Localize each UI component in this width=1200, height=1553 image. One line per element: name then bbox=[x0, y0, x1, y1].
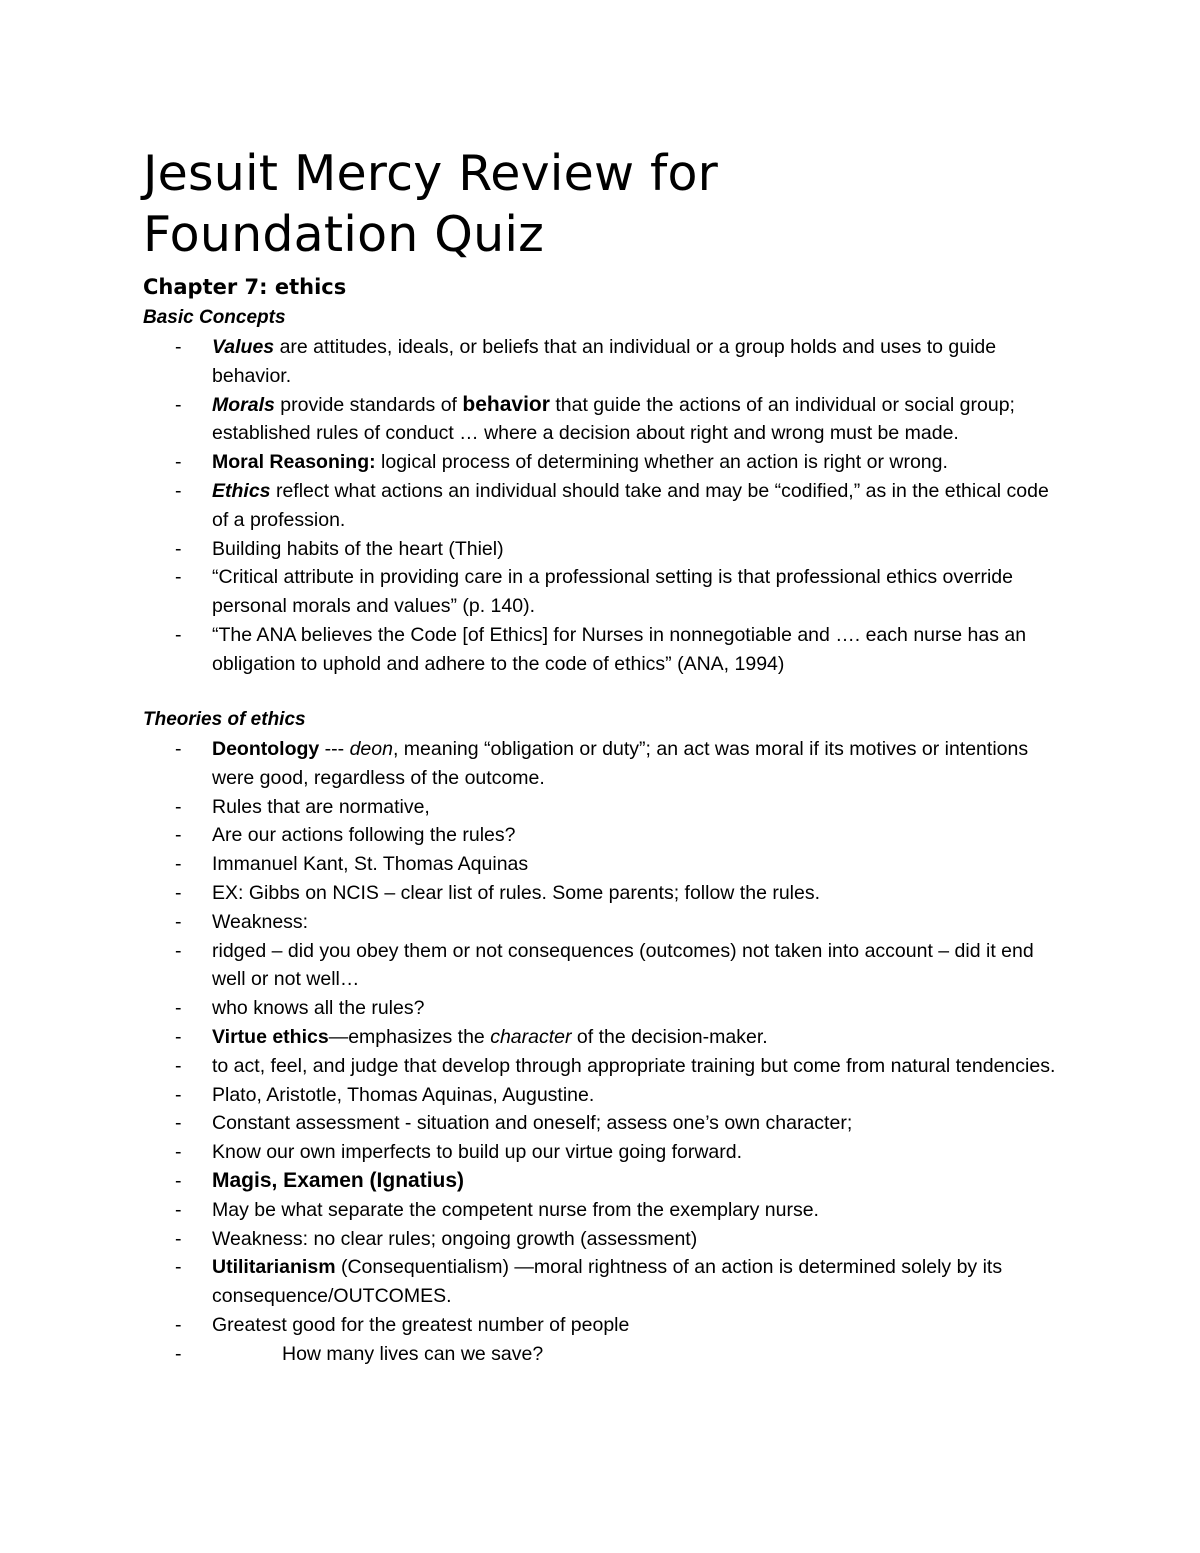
list-item: - Know our own imperfects to build up our virtue going forward. bbox=[143, 1138, 1063, 1167]
title-line-2: Foundation Quiz bbox=[143, 206, 545, 263]
list-item: - Weakness: no clear rules; ongoing growth (assessment) bbox=[143, 1225, 1063, 1254]
list-item: - Deontology --- deon, meaning “obligation or duty”; an act was moral if its motives or intentions were good, regardless of the outcome. bbox=[143, 735, 1063, 793]
list-item: - Greatest good for the greatest number of people bbox=[143, 1311, 1063, 1340]
list-item: - Constant assessment - situation and oneself; assess one’s own character; bbox=[143, 1109, 1063, 1138]
list-item: - who knows all the rules? bbox=[143, 994, 1063, 1023]
list-item: - ridged – did you obey them or not consequences (outcomes) not taken into account – did it end well or not well… bbox=[143, 937, 1063, 995]
theories-list bbox=[143, 735, 1063, 1369]
list-item-indented: - How many lives can we save? bbox=[143, 1340, 1063, 1369]
list-item: - “Critical attribute in providing care in a professional setting is that professional ethics override personal morals and values” (p. 140). bbox=[143, 563, 1063, 621]
list-item bbox=[143, 1167, 1063, 1196]
chapter-heading: Chapter 7: ethics bbox=[143, 275, 347, 299]
title-line-1: Jesuit Mercy Review for bbox=[143, 145, 718, 202]
section-heading-basic-concepts: Basic Concepts bbox=[143, 307, 286, 328]
list-item: - Are our actions following the rules? bbox=[143, 821, 1063, 850]
list-item: - Virtue ethics—emphasizes the character of the decision-maker. bbox=[143, 1023, 1063, 1052]
list-item: - Building habits of the heart (Thiel) bbox=[143, 535, 1063, 564]
list-item: - EX: Gibbs on NCIS – clear list of rules. Some parents; follow the rules. bbox=[143, 879, 1063, 908]
term-magis-examen: Magis, Examen (Ignatius) bbox=[212, 1168, 465, 1192]
list-item: - May be what separate the competent nurse from the exemplary nurse. bbox=[143, 1196, 1063, 1225]
document-title bbox=[143, 143, 718, 265]
list-item: - Plato, Aristotle, Thomas Aquinas, Augustine. bbox=[143, 1081, 1063, 1110]
list-item: - Rules that are normative, bbox=[143, 793, 1063, 822]
list-item: - Ethics reflect what actions an individual should take and may be “codified,” as in the ethical code of a profession. bbox=[143, 477, 1063, 535]
term-values: Values bbox=[212, 336, 275, 358]
list-item: - Values are attitudes, ideals, or beliefs that an individual or a group holds and uses to guide behavior. bbox=[143, 333, 1063, 391]
emph-behavior: behavior bbox=[462, 392, 550, 416]
list-item: - Weakness: bbox=[143, 908, 1063, 937]
term-virtue-ethics: Virtue ethics bbox=[212, 1025, 329, 1048]
list-item: - “The ANA believes the Code [of Ethics] for Nurses in nonnegotiable and …. each nurse has an obligation to uphold and adhere to the code of ethics” (ANA, 1994) bbox=[143, 621, 1063, 679]
list-item: - Moral Reasoning: logical process of determining whether an action is right or wrong. bbox=[143, 448, 1063, 477]
term-moral-reasoning: Moral Reasoning: bbox=[212, 451, 376, 474]
term-morals: Morals bbox=[212, 393, 275, 416]
list-item: - Utilitarianism (Consequentialism) —moral rightness of an action is determined solely by its consequence/OUTCOMES. bbox=[143, 1253, 1063, 1311]
list-item: - to act, feel, and judge that develop through appropriate training but come from natural tendencies. bbox=[143, 1052, 1063, 1081]
term-utilitarianism: Utilitarianism bbox=[212, 1256, 336, 1279]
basic-concepts-list bbox=[143, 333, 1063, 679]
term-deontology: Deontology bbox=[212, 738, 320, 760]
list-item: - Morals provide standards of behavior that guide the actions of an individual or social group; established rules of conduct … where a decision about right and wrong must be made. bbox=[143, 391, 1063, 449]
section-heading-theories: Theories of ethics bbox=[143, 709, 306, 730]
term-ethics: Ethics bbox=[212, 479, 271, 502]
list-item: - Immanuel Kant, St. Thomas Aquinas bbox=[143, 850, 1063, 879]
